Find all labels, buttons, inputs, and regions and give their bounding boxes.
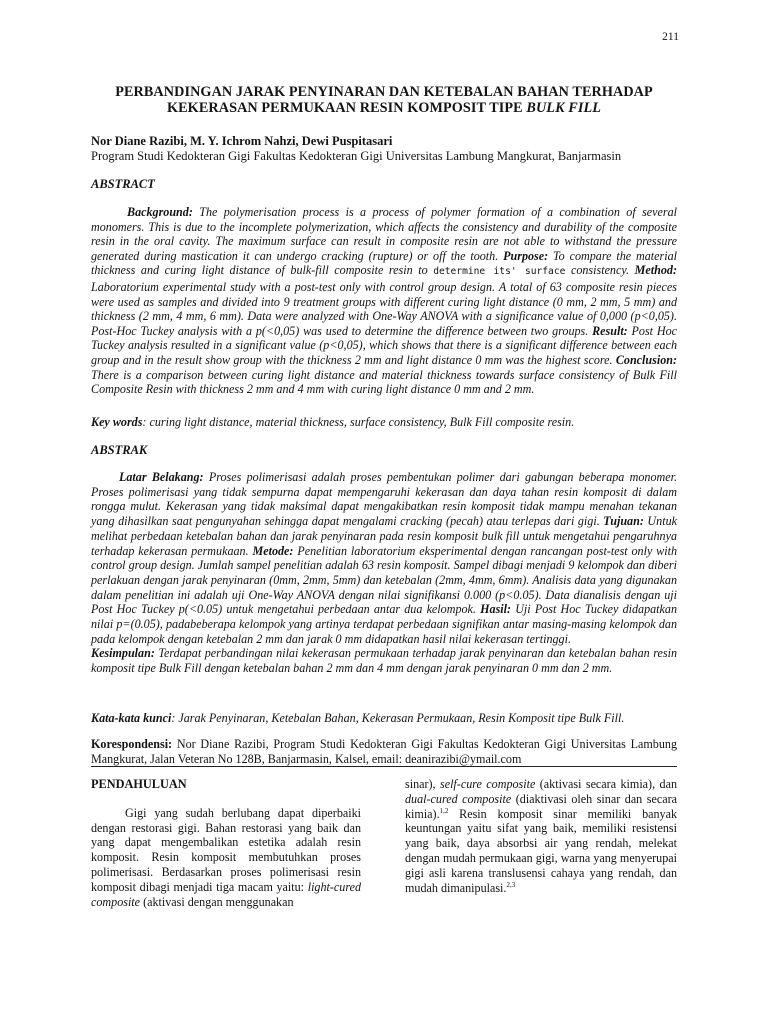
- citation-2: 2,3: [506, 880, 516, 889]
- keywords-text: : curing light distance, material thickness, surface consistency, Bulk Fill composite resin.: [142, 415, 575, 429]
- metode-label: Metode:: [252, 543, 294, 558]
- page-number: 211: [662, 31, 679, 43]
- intro-right-d: Resin komposit sinar memiliki banyak keuntungan yaitu sifat yang baik, memiliki resistensi yang baik, daya absorbsi air yang rendah, melekat dengan mudah permukaan gigi, warna yang menyerupai gigi asli karena translusensi cahaya yang rendah, dan mudah dimanipulasi.: [405, 806, 677, 895]
- title-line-2: [80, 100, 688, 116]
- intro-paragraph: [91, 806, 361, 910]
- title-line-2-text: KEKERASAN PERMUKAAN RESIN KOMPOSIT TIPE: [166, 100, 527, 116]
- result-label: Result:: [592, 323, 628, 338]
- purpose-text-end: consistency.: [565, 263, 635, 278]
- purpose-label: Purpose:: [503, 248, 549, 263]
- conclusion-text: There is a comparison between curing light distance and material thickness towards surface consistency of Bulk Fill Composite Resin with thickness 2 mm and 4 mm with curing light distance 0 mm and 2 mm.: [91, 367, 677, 397]
- paper-title: [80, 84, 688, 116]
- intro-left-text: Gigi yang sudah berlubang dapat diperbaiki dengan restorasi gigi. Bahan restorasi yang baik dan yang dapat mengembalikan estetika adalah resin komposit. Resin komposit membutuhkan proses polimerisasi. Berdasarkan proses polimerisasi resin komposit dibagi menjadi tiga macam yaitu:: [91, 805, 361, 894]
- abstract-heading: ABSTRACT: [91, 177, 155, 191]
- author-list: Nor Diane Razibi, M. Y. Ichrom Nahzi, Dewi Puspitasari: [91, 134, 393, 148]
- method-text: Laboratorium experimental study with a post-test only with control group design. A total of 63 composite resin pieces were used as samples and divided into 9 treatment groups with different curing light distance (0 mm, 2 mm, 5 mm) and thickness (2 mm, 4 mm, 6 mm). Data were analyzed with One-Way ANOVA with a significance value of 0,000 (p<0,05). Post-Hoc Tuckey analysis with a p(<0,05) was used to determine the difference between two groups.: [91, 279, 677, 338]
- method-label: Method:: [634, 263, 677, 278]
- hasil-text: Uji Post Hoc Tuckey didapatkan nilai p=(0.05), padabeberapa kelompok yang artinya terdapat perbedaan signifikan antar masing-masing kelompok dan pada kelompok dengan ketebalan 2 mm dan jarak 0 mm didapatkan hasil nilai kekerasan tertinggi.: [91, 602, 677, 646]
- result-text: Post Hoc Tuckey analysis resulted in a significant value (p<0,05), which shows that there is a significant difference between each group and in the result show group with the thickness 2 mm and light distance 0 mm was the highest score.: [91, 323, 677, 367]
- purpose-text-mono: determine its' surface: [433, 266, 566, 278]
- intro-left-column: [91, 777, 361, 909]
- metode-text: Penelitian laboratorium eksperimental dengan rancangan post-test only with control group design. Jumlah sampel penelitian adalah 63 resin komposit. Sampel dibagi menjadi 9 kelompok dan diberi perlakuan dengan jarak penyinaran (0mm, 2mm, 5mm) dan ketebalan (2mm, 4mm, 6mm). Analisis data yang digunakan dalam penelitian ini adalah uji One-Way ANOVA dengan nilai signifikansi 0.000 (p<0.05). Data dianalisis dengan uji Post Hoc Tuckey p(<0.05) untuk mengetahui perbedaan antar dua kelompok.: [91, 543, 677, 617]
- title-line-1: PERBANDINGAN JARAK PENYINARAN DAN KETEBALAN BAHAN TERHADAP: [115, 84, 653, 100]
- abstract-body: [91, 205, 677, 397]
- korespondensi-text: Nor Diane Razibi, Program Studi Kedokteran Gigi Fakultas Kedokteran Gigi Universitas Lambung Mangkurat, Jalan Veteran No 128B, Banjarmasin, Kalsel, email: deanirazibi@ymail.com: [91, 737, 677, 766]
- citation-1: 1,2: [439, 806, 449, 815]
- intro-left-italic: light-cured composite: [91, 879, 361, 909]
- background-label: Background:: [127, 205, 193, 219]
- korespondensi-label: Korespondensi:: [91, 737, 173, 751]
- keywords: [91, 415, 677, 430]
- keywords-label: Key words: [91, 415, 143, 429]
- intro-right-c: (diaktivasi oleh sinar dan secara kimia).: [405, 791, 677, 821]
- abstrak-heading: ABSTRAK: [91, 443, 148, 457]
- affiliation: Program Studi Kedokteran Gigi Fakultas Kedokteran Gigi Universitas Lambung Mangkurat, Banjarmasin: [91, 149, 622, 163]
- conclusion-label: Conclusion:: [615, 352, 677, 367]
- intro-right-column: [405, 777, 677, 895]
- tujuan-label: Tujuan:: [603, 514, 644, 529]
- kesimpulan-label: Kesimpulan:: [91, 646, 155, 661]
- pendahuluan-heading: PENDAHULUAN: [91, 777, 187, 791]
- title-line-2-italic: BULK FILL: [526, 100, 601, 116]
- kata-kunci-text: : Jarak Penyinaran, Ketebalan Bahan, Kekerasan Permukaan, Resin Komposit tipe Bulk Fill.: [171, 711, 625, 725]
- kata-kunci-label: Kata-kata kunci: [91, 711, 172, 725]
- intro-right-b: (aktivasi secara kimia), dan: [535, 777, 677, 791]
- kata-kunci: [91, 711, 677, 726]
- hasil-label: Hasil:: [480, 602, 512, 617]
- section-divider: [91, 766, 677, 767]
- kesimpulan-text: Terdapat perbandingan nilai kekerasan permukaan terhadap jarak penyinaran dan ketebalan bahan resin komposit tipe Bulk Fill dengan ketebalan bahan 2 mm dan 4 mm dengan jarak penyinaran 0 mm dan 2 mm.: [91, 646, 677, 676]
- intro-right-italic-2: dual-cured composite: [405, 791, 512, 806]
- purpose-text: To compare the material thickness and curing light distance of bulk-fill composite resin to: [91, 248, 677, 278]
- latar-text: Proses polimerisasi adalah proses pembentukan polimer dari gabungan beberapa monomer. Proses polimerisasi yang tidak sempurna dapat mempengaruhi kekerasan dan daya tahan resin komposit di dalam rongga mulut. Kekerasan yang tidak maksimal dapat mengakibatkan resin komposit tidak mampu menahan tekanan yang dihasilkan saat pengunyahan sehingga dapat mengalami cracking (pecah) atau terlepas dari gigi.: [91, 470, 677, 529]
- intro-left-tail: (aktivasi dengan menggunakan: [140, 894, 294, 909]
- background-text: The polymerisation process is a process of polymer formation of a combination of several monomers. This is due to the incomplete polymerization, which affects the consistency and durability of the composite resin in the oral cavity. The maximum surface can result in composite resin are not able to withstand the pressure generated during mastication it can undergo cracking (rupture) or off the tooth.: [91, 205, 677, 263]
- tujuan-text: Untuk melihat perbedaan ketebalan bahan dan jarak penyinaran pada resin komposit bulk fill untuk mengetahui pengaruhnya terhadap kekerasan permukaan.: [91, 514, 677, 558]
- latar-label: Latar Belakang:: [119, 470, 204, 484]
- intro-right-italic-1: self-cure composite: [440, 777, 536, 791]
- abstrak-body: [91, 470, 677, 676]
- korespondensi: [91, 737, 677, 766]
- intro-right-a: sinar),: [405, 777, 440, 791]
